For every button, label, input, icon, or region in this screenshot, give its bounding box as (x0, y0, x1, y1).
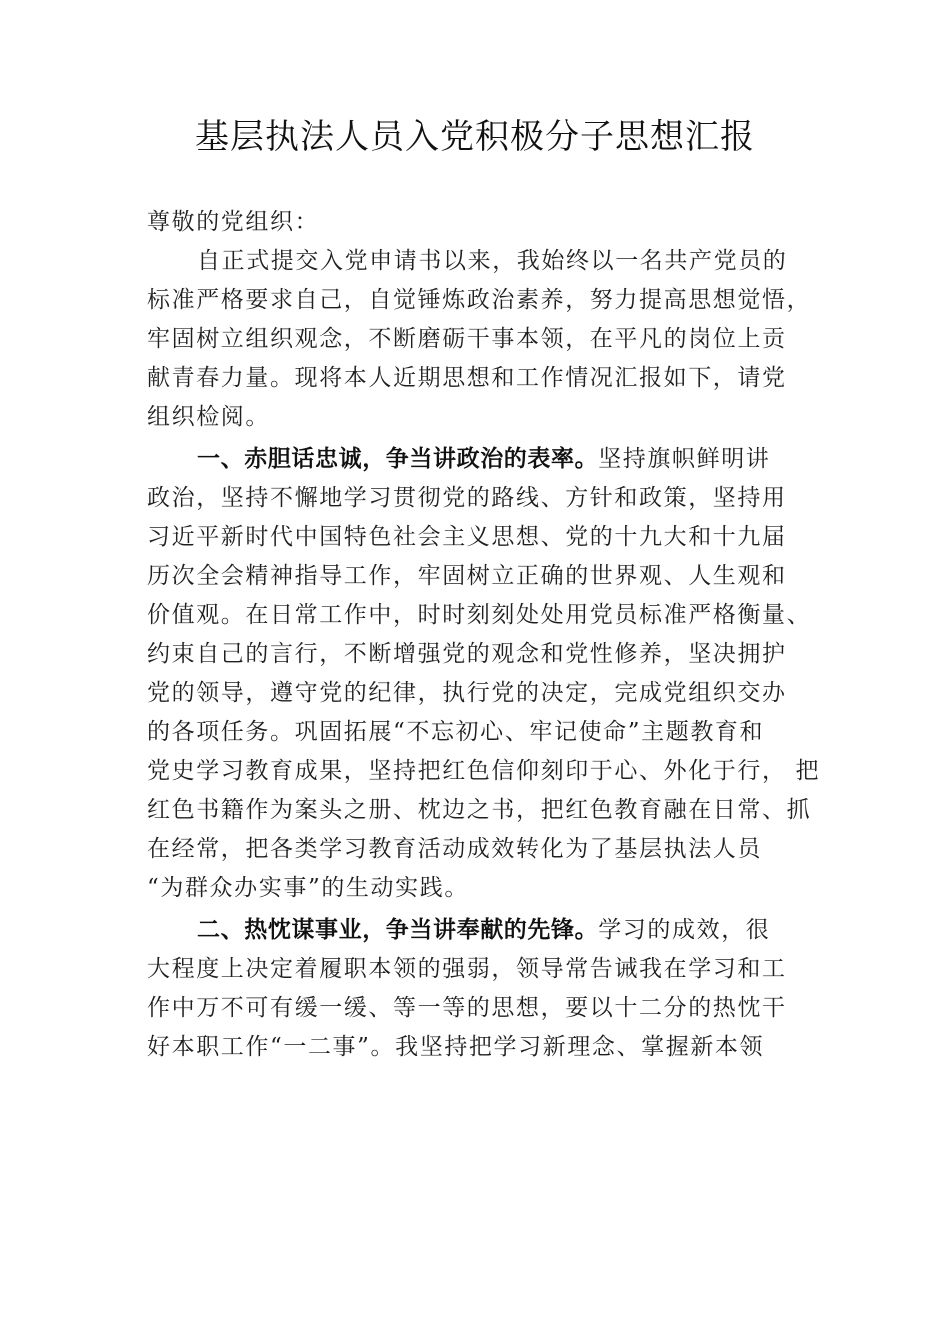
section1-line: 政治，坚持不懈地学习贯彻党的路线、方针和政策，坚持用 (147, 485, 787, 511)
section1-line: 价值观。在日常工作中，时时刻刻处处用党员标准严格衡量、 (147, 602, 812, 628)
section1-heading: 一、赤胆话忠诚，争当讲政治的表率。 (197, 446, 599, 472)
section2-first-line-rest: 学习的成效，很 (598, 917, 771, 943)
section2-line: 大程度上决定着履职本领的强弱，领导常告诫我在学习和工 (147, 956, 787, 982)
section1-line: 历次全会精神指导工作，牢固树立正确的世界观、人生观和 (147, 563, 787, 589)
section1-line: 党史学习教育成果，坚持把红色信仰刻印于心、外化于行， 把 (147, 758, 821, 784)
section1-line: “为群众办实事”的生动实践。 (147, 875, 469, 901)
section1-line: 党的领导，遵守党的纪律，执行党的决定，完成党组织交办 (147, 680, 787, 706)
section2-heading: 二、热忱谋事业，争当讲奉献的先锋。 (197, 917, 599, 943)
section2-line: 作中万不可有缓一缓、等一等的思想，要以十二分的热忱干 (147, 995, 787, 1021)
paragraph1-line: 标准严格要求自己，自觉锤炼政治素养，努力提高思想觉悟， (147, 287, 812, 313)
section1-line: 的各项任务。巩固拓展“不忘初心、牢记使命”主题教育和 (147, 719, 765, 745)
document-title: 基层执法人员入党积极分子思想汇报 (195, 117, 755, 157)
section1-line: 在经常，把各类学习教育活动成效转化为了基层执法人员 (147, 836, 762, 862)
paragraph1-line: 自正式提交入党申请书以来，我始终以一名共产党员的 (197, 248, 788, 274)
salutation: 尊敬的党组织： (147, 209, 320, 235)
section1-first-line (197, 440, 770, 478)
section1-line: 习近平新时代中国特色社会主义思想、党的十九大和十九届 (147, 524, 787, 550)
section1-line: 红色书籍作为案头之册、枕边之书，把红色教育融在日常、抓 (147, 797, 812, 823)
paragraph1-line: 牢固树立组织观念，不断磨砺干事本领，在平凡的岗位上贡 (147, 326, 787, 352)
section1-first-line-rest: 坚持旗帜鲜明讲 (598, 446, 771, 472)
section1-line: 约束自己的言行，不断增强党的观念和党性修养，坚决拥护 (147, 641, 787, 667)
section2-first-line (197, 911, 770, 949)
section2-line: 好本职工作“一二事”。我坚持把学习新理念、掌握新本领 (147, 1034, 765, 1060)
paragraph1-line: 组织检阅。 (147, 404, 270, 430)
paragraph1-line: 献青春力量。现将本人近期思想和工作情况汇报如下，请党 (147, 365, 787, 391)
